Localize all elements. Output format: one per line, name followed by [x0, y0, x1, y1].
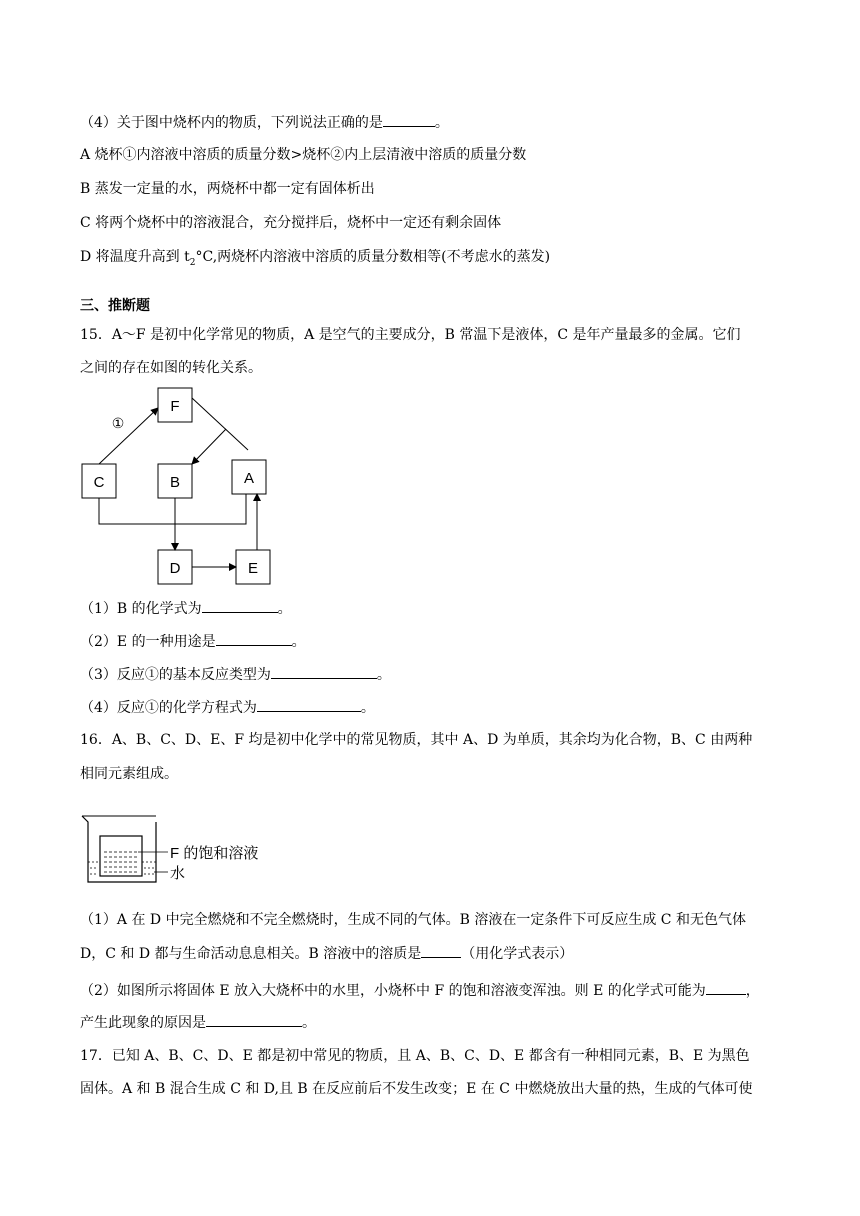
node-label-e: E [247, 560, 259, 577]
q15-transformation-diagram [76, 384, 286, 590]
q15-stem-line2: 之间的存在如图的转化关系。 [80, 360, 262, 376]
q15-sub3 [80, 664, 391, 685]
q15-sub1 [80, 598, 292, 619]
answer-blank[interactable] [383, 112, 435, 127]
q15-sub1-end: 。 [277, 601, 292, 617]
q14-part4-end: 。 [434, 115, 449, 131]
answer-blank[interactable] [706, 980, 746, 995]
arrow-c-to-f [99, 408, 158, 464]
answer-blank[interactable] [202, 598, 278, 613]
node-label-a: A [243, 470, 255, 487]
solution-texture [104, 852, 138, 872]
q16-sub2-text: （2）如图所示将固体 E 放入大烧杯中的水里，小烧杯中 F 的饱和溶液变浑浊。则 E 的化学式可能为 [80, 983, 706, 999]
small-beaker [100, 836, 142, 876]
q14-part4-text: （4）关于图中烧杯内的物质，下列说法正确的是 [80, 115, 383, 131]
answer-blank[interactable] [216, 631, 292, 646]
q15-sub3-text: （3）反应①的基本反应类型为 [80, 667, 271, 683]
answer-blank[interactable] [271, 664, 377, 679]
subscript: 2 [189, 257, 196, 268]
q14-option-a: A 烧杯①内溶液中溶质的质量分数>烧杯②内上层清液中溶质的质量分数 [80, 147, 527, 163]
answer-blank[interactable] [257, 697, 361, 712]
q15-sub1-text: （1）B 的化学式为 [80, 601, 202, 617]
answer-blank[interactable] [421, 943, 461, 958]
q15-sub2-end: 。 [291, 634, 306, 650]
label-water: 水 [170, 865, 186, 882]
q15-sub4-end: 。 [360, 700, 375, 716]
label-f-saturated-solution: F 的饱和溶液 [170, 845, 259, 862]
node-label-f: F [170, 398, 180, 415]
q16-sub2-text-end: ， [745, 983, 760, 999]
q15-sub4-text: （4）反应①的化学方程式为 [80, 700, 257, 716]
q14-option-d-text-end: °C,两烧杯内溶液中溶质的质量分数相等(不考虑水的蒸发) [195, 249, 551, 265]
q14-option-c: C 将两个烧杯中的溶液混合，充分搅拌后，烧杯中一定还有剩余固体 [80, 215, 502, 231]
q15-stem-line1: 15．A～F 是初中化学常见的物质，A 是空气的主要成分，B 常温下是液体，C 是年产量最多的金属。它们 [80, 327, 741, 343]
answer-blank[interactable] [206, 1012, 302, 1027]
q15-sub3-end: 。 [376, 667, 391, 683]
q15-sub2-text: （2）E 的一种用途是 [80, 634, 216, 650]
q16-stem-line2: 相同元素组成。 [80, 766, 178, 782]
q16-sub1-text: D，C 和 D 都与生命活动息息相关。B 溶液中的溶质是 [80, 946, 422, 962]
node-label-d: D [169, 560, 181, 577]
q14-option-d-text: D 将温度升高到 t [80, 249, 190, 265]
q16-beaker-diagram [78, 810, 278, 890]
q15-sub2 [80, 631, 306, 652]
q14-option-d [80, 247, 550, 273]
q16-stem-line1: 16．A、B、C、D、E、F 均是初中化学中的常见物质，其中 A、D 为单质，其余均为化合物，B、C 由两种 [80, 732, 753, 748]
q17-stem-line1: 17．已知 A、B、C、D、E 都是初中常见的物质，且 A、B、C、D、E 都含有一种相同元素，B、E 为黑色 [80, 1048, 750, 1064]
q14-part4 [80, 112, 449, 133]
q16-sub2-line1 [80, 980, 760, 1001]
q16-sub1-line1: （1）A 在 D 中完全燃烧和不完全燃烧时，生成不同的气体。B 溶液在一定条件下可反应生成 C 和无色气体 [80, 912, 746, 928]
line-f-to-a [192, 398, 248, 450]
q14-option-b: B 蒸发一定量的水，两烧杯中都一定有固体析出 [80, 181, 375, 197]
reaction-1-label: ① [111, 415, 125, 431]
q16-sub2-line2-text: 产生此现象的原因是 [80, 1015, 206, 1031]
node-label-c: C [93, 474, 105, 491]
q16-sub1-text-end: （用化学式表示） [461, 946, 574, 962]
section-heading: 三、推断题 [80, 298, 150, 314]
arrow-f-to-b [192, 429, 226, 464]
q15-sub4 [80, 697, 375, 718]
node-label-b: B [169, 474, 181, 491]
q16-sub2-line2-end: 。 [302, 1015, 316, 1031]
q17-stem-line2: 固体。A 和 B 混合生成 C 和 D,且 B 在反应前后不发生改变；E 在 C 中燃烧放出大量的热，生成的气体可使 [80, 1081, 753, 1097]
q16-sub2-line2 [80, 1012, 316, 1033]
q16-sub1-line2 [80, 943, 573, 964]
